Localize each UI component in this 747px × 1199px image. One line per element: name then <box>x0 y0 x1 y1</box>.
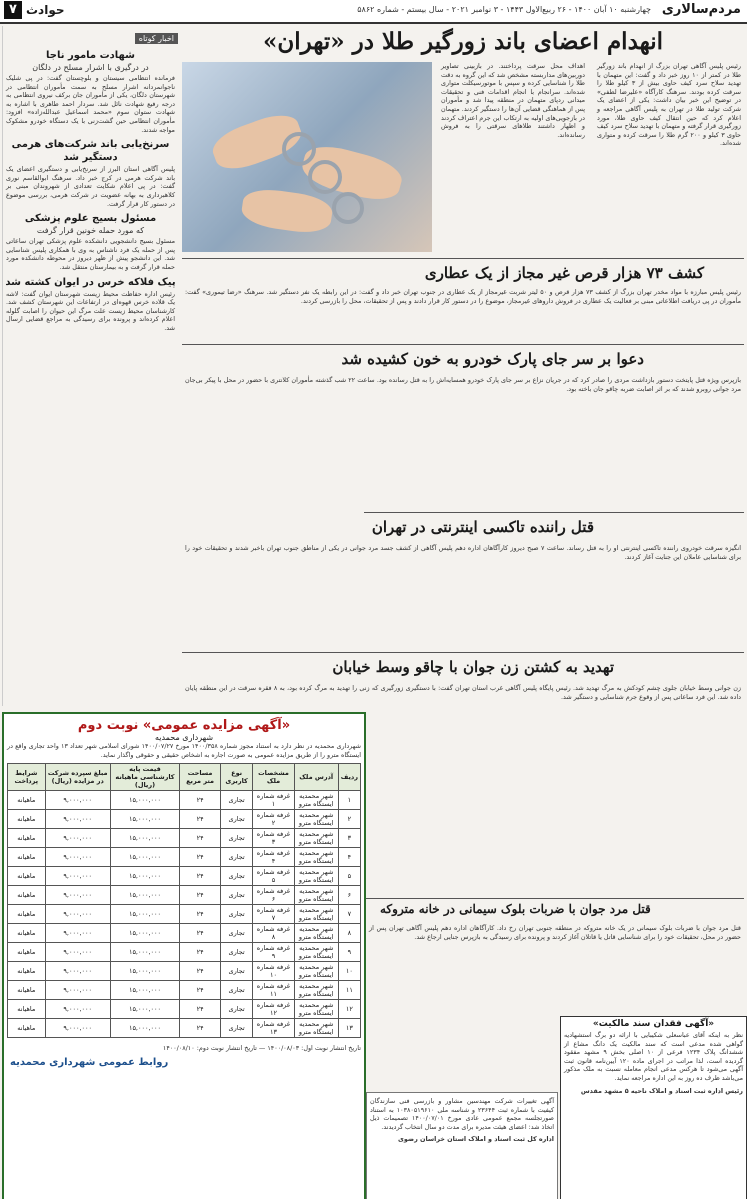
table-cell: شهر محمدیه ایستگاه مترو <box>294 943 338 962</box>
divider <box>366 898 744 899</box>
table-cell: ماهیانه <box>8 886 46 905</box>
story-headline: کشف ۷۳ هزار قرص غیر مجاز از یک عطاری <box>424 264 704 282</box>
table-cell: ۲۴ <box>180 810 221 829</box>
table-cell: ۲۴ <box>180 943 221 962</box>
table-cell: ۱۵,۰۰۰,۰۰۰ <box>110 867 179 886</box>
table-cell: ۲۴ <box>180 905 221 924</box>
table-row <box>8 829 361 848</box>
table-row <box>8 810 361 829</box>
story-text: قتل مرد جوان با ضربات بلوک سیمانی در یک خانه متروکه در منطقه جنوبی تهران رخ داد. کارآگاهان اداره دهم پلیس آگاهی تهران پس از حضور در محل، تحقیقات خود را برای شناسایی قاتل یا قاتلان آغاز کردند و پرونده برای رسیدگی به بازپرس جنایی ارجاع شد. <box>369 924 741 941</box>
table-cell: ۱۵,۰۰۰,۰۰۰ <box>110 962 179 981</box>
table-cell: تجاری <box>220 810 252 829</box>
ad-dates: تاریخ انتشار نوبت اول: ۱۴۰۰/۰۸/۰۳ — تاریخ انتشار نوبت دوم: ۱۴۰۰/۰۸/۱۰ <box>162 1044 361 1053</box>
table-cell: ۱ <box>338 791 360 810</box>
table-cell: ۱۵,۰۰۰,۰۰۰ <box>110 886 179 905</box>
table-cell: ۶ <box>338 886 360 905</box>
brief-text: رئیس اداره حفاظت محیط زیست شهرستان ایوان گفت: لاشه یک قلاده خرس قهوه‌ای در ارتفاعات این شهرستان کشف شد. کارشناسان محیط زیست علت مرگ این حیوان را اصابت گلوله اعلام کرده‌اند و پرونده برای رسیدگی به مراجع قضایی ارسال شد. <box>6 289 175 332</box>
company-notice-ad <box>366 1092 558 1199</box>
ad-signature: رئیس اداره ثبت اسناد و املاک ناحیه ۵ مشهد مقدس <box>580 1086 743 1095</box>
table-header-cell: ردیف <box>338 764 360 791</box>
table-cell: ۹ <box>338 943 360 962</box>
table-cell: غرفه شماره ۱ <box>253 791 294 810</box>
table-cell: ۹,۰۰۰,۰۰۰ <box>45 943 110 962</box>
table-cell: ماهیانه <box>8 981 46 1000</box>
table-cell: تجاری <box>220 886 252 905</box>
section-title: حوادث <box>26 3 65 17</box>
table-cell: ۱۵,۰۰۰,۰۰۰ <box>110 905 179 924</box>
ad-text: نظر به اینکه آقای عباسعلی شکیبایی با ارائه دو برگ استشهادیه گواهی شده مدعی است که سند مالکیت یک دانگ مشاع از ششدانگ پلاک ۱۲۳۴ فرعی از ۱۰ اصلی بخش ۹ مشهد مفقود گردیده است، لذا مراتب در اجرای ماده ۱۲۰ آیین‌نامه قانون ثبت آگهی می‌شود تا هرکس مدعی انجام معامله نسبت به ملک مذکور می‌باشد ظرف ده روز به این اداره مراجعه نماید. <box>564 1031 743 1082</box>
table-row <box>8 924 361 943</box>
table-cell: ۹,۰۰۰,۰۰۰ <box>45 810 110 829</box>
table-cell: ۹,۰۰۰,۰۰۰ <box>45 1000 110 1019</box>
table-row <box>8 905 361 924</box>
table-body <box>8 791 361 1038</box>
story-headline: قتل مرد جوان با ضربات بلوک سیمانی در خانه متروکه <box>380 902 651 916</box>
brief-title: پیک فلاکه خرس در ایوان کشته شد <box>5 276 176 288</box>
table-header-cell: مبلغ سپرده شرکت در مزایده (ریال) <box>45 764 110 791</box>
table-cell: ماهیانه <box>8 943 46 962</box>
table-cell: ۱۳ <box>338 1019 360 1038</box>
auction-table <box>7 763 361 1038</box>
table-header-cell: نوع کاربری <box>220 764 252 791</box>
brief-text: مسئول بسیج دانشجویی دانشکده علوم پزشکی تهران ساعاتی پس از حمله یک فرد ناشناس به وی با همکاری پلیس شناسایی شد. این دانشجو پیش از ظهر دیروز در محوطه دانشکده مورد حمله قرار گرفت و به بیمارستان منتقل شد. <box>6 237 175 271</box>
table-row <box>8 791 361 810</box>
table-row <box>8 1000 361 1019</box>
table-cell: شهر محمدیه ایستگاه مترو <box>294 886 338 905</box>
table-cell: غرفه شماره ۵ <box>253 867 294 886</box>
story-taxi-murder <box>182 544 744 565</box>
table-cell: ۹,۰۰۰,۰۰۰ <box>45 1019 110 1038</box>
table-cell: شهر محمدیه ایستگاه مترو <box>294 981 338 1000</box>
table-cell: شهر محمدیه ایستگاه مترو <box>294 791 338 810</box>
table-cell: ماهیانه <box>8 924 46 943</box>
table-cell: ۲۴ <box>180 1019 221 1038</box>
sidebar-briefs <box>2 26 178 706</box>
table-cell: ۲۴ <box>180 962 221 981</box>
divider <box>364 512 744 513</box>
table-cell: غرفه شماره ۱۱ <box>253 981 294 1000</box>
table-cell: ماهیانه <box>8 867 46 886</box>
brief-text: فرمانده انتظامی سیستان و بلوچستان گفت: در پی شلیک ناجوانمردانه اشرار مسلح به سمت مأموران انتظامی در شهرستان دلگان، یکی از مأموران جان برکف نیروی انتظامی به درجه رفیع شهادت نائل شد. سردار احمد طاهری با اشاره به شهادت ستوان سوم «محمد اسماعیل عبدالله‌زاده» افزود: مأموران انتظامی حین گشت‌زنی با یک دستگاه خودرو مشکوک مواجه شدند. <box>6 74 175 134</box>
story-headline: دعوا بر سر جای پارک خودرو به خون کشیده شد <box>341 350 644 368</box>
table-cell: تجاری <box>220 943 252 962</box>
table-cell: ۱۱ <box>338 981 360 1000</box>
table-cell: غرفه شماره ۷ <box>253 905 294 924</box>
table-cell: ۲۴ <box>180 829 221 848</box>
table-cell: ۹,۰۰۰,۰۰۰ <box>45 867 110 886</box>
brief-item <box>3 212 178 271</box>
table-cell: غرفه شماره ۳ <box>253 829 294 848</box>
table-cell: ۹,۰۰۰,۰۰۰ <box>45 981 110 1000</box>
table-cell: ۱۵,۰۰۰,۰۰۰ <box>110 848 179 867</box>
table-row <box>8 962 361 981</box>
table-cell: ۹,۰۰۰,۰۰۰ <box>45 791 110 810</box>
handcuff-ring <box>282 132 316 166</box>
table-cell: تجاری <box>220 791 252 810</box>
main-headline: انهدام اعضای باند زورگیر طلا در «تهران» <box>262 28 664 55</box>
table-cell: ۲۴ <box>180 1000 221 1019</box>
table-cell: شهر محمدیه ایستگاه مترو <box>294 829 338 848</box>
table-cell: شهر محمدیه ایستگاه مترو <box>294 905 338 924</box>
table-cell: ۹,۰۰۰,۰۰۰ <box>45 905 110 924</box>
brief-item <box>3 49 178 134</box>
table-cell: ماهیانه <box>8 791 46 810</box>
table-cell: شهر محمدیه ایستگاه مترو <box>294 962 338 981</box>
handcuff-ring <box>332 192 364 224</box>
table-cell: شهر محمدیه ایستگاه مترو <box>294 848 338 867</box>
story-headline: قتل راننده تاکسی اینترنتی در تهران <box>371 518 594 536</box>
lead-story-middle <box>438 62 588 143</box>
table-cell: ۹,۰۰۰,۰۰۰ <box>45 829 110 848</box>
table-cell: شهر محمدیه ایستگاه مترو <box>294 1019 338 1038</box>
divider <box>182 344 744 345</box>
ad-title: «آگهی فقدان سند مالکیت» <box>592 1019 715 1029</box>
table-cell: ۲۴ <box>180 867 221 886</box>
table-cell: غرفه شماره ۸ <box>253 924 294 943</box>
table-header-cell: شرایط پرداخت <box>8 764 46 791</box>
table-row <box>8 943 361 962</box>
lost-deed-ad <box>560 1016 747 1199</box>
table-cell: ماهیانه <box>8 1000 46 1019</box>
table-cell: ۱۵,۰۰۰,۰۰۰ <box>110 924 179 943</box>
brief-title: سرنخ‌یابی باند شرکت‌های هرمی دستگیر شد <box>11 139 170 164</box>
page-number: ۷ <box>4 1 22 19</box>
story-headline: تهدید به کشتن زن جوان با چاقو وسط خیابان <box>332 658 614 676</box>
brief-title: مسئول بسیج علوم پزشکی <box>24 213 157 225</box>
table-cell: ۲۴ <box>180 981 221 1000</box>
table-cell: ۲۴ <box>180 791 221 810</box>
table-cell: غرفه شماره ۱۳ <box>253 1019 294 1038</box>
table-cell: غرفه شماره ۴ <box>253 848 294 867</box>
table-row <box>8 886 361 905</box>
table-cell: ۵ <box>338 867 360 886</box>
table-cell: شهر محمدیه ایستگاه مترو <box>294 867 338 886</box>
table-cell: تجاری <box>220 867 252 886</box>
table-cell: ماهیانه <box>8 810 46 829</box>
story-text: زن جوانی وسط خیابان جلوی چشم کودکش به مرگ تهدید شد. رئیس پایگاه پلیس آگاهی غرب استان تهران گفت: با دستگیری زورگیری که زنی را تهدید به مرگ کرده بود، به ۸ فقره سرقت در این منطقه پایان داده شد. این فرد ساعاتی پس از وقوع جرم شناسایی و دستگیر شد. <box>185 684 741 701</box>
table-cell: غرفه شماره ۲ <box>253 810 294 829</box>
table-cell: تجاری <box>220 981 252 1000</box>
table-row <box>8 981 361 1000</box>
ad-title: «آگهی مزایده عمومی» نوبت دوم <box>77 718 291 733</box>
table-cell: شهر محمدیه ایستگاه مترو <box>294 1000 338 1019</box>
story-text: بازپرس ویژه قتل پایتخت دستور بازداشت مردی را صادر کرد که در جریان نزاع بر سر جای پارک خودرو همسایه‌اش را به قتل رسانده بود. ساعت ۲۲ شب گذشته مأموران کلانتری با حضور در محل با پیکر بی‌جان مرد جوانی روبرو شدند که بر اثر اصابت ضربه چاقو جان باخته بود. <box>185 376 741 393</box>
table-cell: ۲۴ <box>180 848 221 867</box>
table-cell: تجاری <box>220 1000 252 1019</box>
table-cell: ماهیانه <box>8 905 46 924</box>
table-cell: ماهیانه <box>8 1019 46 1038</box>
table-cell: ۸ <box>338 924 360 943</box>
table-cell: ۱۵,۰۰۰,۰۰۰ <box>110 981 179 1000</box>
brief-text: پلیس آگاهی استان البرز از سرنخ‌یابی و دستگیری اعضای یک باند شرکت هرمی در کرج خبر داد. سرهنگ ابوالقاسم نوری گفت: در پی اعلام شکایت تعدادی از شهروندان مبنی بر کلاهبرداری به بهانه عضویت در شرکت هرمی، بررسی موضوع در دستور کار قرار گرفت. <box>6 165 175 208</box>
table-cell: ۹,۰۰۰,۰۰۰ <box>45 886 110 905</box>
table-cell: تجاری <box>220 1019 252 1038</box>
table-cell: ماهیانه <box>8 829 46 848</box>
story-text: رئیس پلیس مبارزه با مواد مخدر تهران بزرگ از کشف ۷۳ هزار قرص و ۵۰ لیتر شربت غیرمجاز از یک عطاری در جنوب تهران خبر داد و گفت: در این رابطه یک نفر دستگیر شد. سرهنگ «رضا تیموری» گفت: مأموران در پی دریافت اطلاعاتی مبنی بر فعالیت یک عطاری در فروش داروهای غیرمجاز، موضوع را در دستور کار قرار دادند و پس از تحقیقات، محل را بازرسی کردند. <box>185 288 742 305</box>
divider <box>182 652 744 653</box>
table-row <box>8 1019 361 1038</box>
auction-ad <box>2 712 366 1199</box>
table-cell: غرفه شماره ۱۰ <box>253 962 294 981</box>
ad-org: شهرداری محمدیه <box>154 733 214 742</box>
table-cell: ۱۵,۰۰۰,۰۰۰ <box>110 791 179 810</box>
page-header <box>0 0 747 24</box>
table-row <box>8 867 361 886</box>
table-cell: ۷ <box>338 905 360 924</box>
table-cell: ۳ <box>338 829 360 848</box>
table-cell: ماهیانه <box>8 848 46 867</box>
notice-signature: اداره کل ثبت اسناد و املاک استان خراسان رضوی <box>398 1135 554 1144</box>
divider <box>182 258 744 259</box>
story-parking-fight <box>182 376 744 397</box>
handcuffs-photo <box>182 62 432 252</box>
story-text: انگیزه سرقت خودروی راننده تاکسی اینترنتی او را به قتل رساند. ساعت ۷ صبح دیروز کارآگاهان اداره دهم پلیس آگاهی از کشف جسد مرد جوانی در یکی از مناطق جنوب تهران باخبر شدند و تحقیقات خود را برای شناسایی عاملان این جنایت آغاز کردند. <box>185 544 741 561</box>
table-cell: ۱۵,۰۰۰,۰۰۰ <box>110 810 179 829</box>
sidebar-tag: اخبار کوتاه <box>135 33 178 44</box>
table-cell: ۲۴ <box>180 886 221 905</box>
table-cell: تجاری <box>220 829 252 848</box>
brief-item <box>3 138 178 208</box>
lead-text: اهداف محل سرقت پرداختند. در بازبینی تصاویر دوربین‌های مداربسته مشخص شد که این گروه به دقت طلا را شناسایی کرده و سپس با موتورسیکلت متواری شده‌اند. سرانجام با انجام اقدامات فنی و تحقیقات میدانی ردپای متهمان در منطقه پیدا شد و مأموران پس از هماهنگی قضایی آن‌ها را دستگیر کردند. متهمان در بازجویی‌های اولیه به ارتکاب این جرم اعتراف کردند و اظهار داشتند طلاهای سرقتی را به فروش رسانده‌اند. <box>441 62 585 139</box>
table-row <box>8 848 361 867</box>
brief-title: شهادت مامور ناجا <box>46 50 135 61</box>
table-cell: ۹,۰۰۰,۰۰۰ <box>45 962 110 981</box>
table-cell: شهر محمدیه ایستگاه مترو <box>294 924 338 943</box>
main-stories <box>182 26 744 701</box>
table-cell: غرفه شماره ۶ <box>253 886 294 905</box>
table-cell: ۱۵,۰۰۰,۰۰۰ <box>110 943 179 962</box>
brief-subtitle: در درگیری با اشرار مسلح در دلگان <box>32 63 149 72</box>
dateline: چهارشنبه ۱۰ آبان ۱۴۰۰ - ۲۶ ربیع‌الاول ۱۴۴۳ - ۳ نوامبر ۲۰۲۱ - سال بیستم - شماره ۵۸۶۲ <box>357 5 651 14</box>
story-drug-pills <box>182 288 744 309</box>
table-cell: ۱۵,۰۰۰,۰۰۰ <box>110 1000 179 1019</box>
table-cell: ۱۲ <box>338 1000 360 1019</box>
story-knife-threat <box>182 684 744 705</box>
table-cell: ۲۴ <box>180 924 221 943</box>
table-cell: تجاری <box>220 905 252 924</box>
table-cell: ماهیانه <box>8 962 46 981</box>
table-cell: ۲ <box>338 810 360 829</box>
table-cell: ۱۵,۰۰۰,۰۰۰ <box>110 829 179 848</box>
table-cell: تجاری <box>220 924 252 943</box>
table-header-row <box>8 764 361 791</box>
table-cell: تجاری <box>220 848 252 867</box>
brief-item <box>3 276 178 333</box>
notice-text: آگهی تغییرات شرکت مهندسین مشاور و بازرسی فنی سازندگان کیفیت با شماره ثبت ۲۳۶۴۴ و شناسه ملی ۱۰۳۸۰۵۱۹۶۱۰ به استناد صورتجلسه مجمع عمومی عادی مورخ ۱۴۰۰/۰۷/۰۱ تصمیمات ذیل اتخاذ شد: اعضای هیئت مدیره برای مدت دو سال انتخاب گردیدند. <box>370 1097 554 1131</box>
table-cell: غرفه شماره ۱۲ <box>253 1000 294 1019</box>
handcuff-ring <box>308 160 342 194</box>
table-cell: شهر محمدیه ایستگاه مترو <box>294 810 338 829</box>
table-cell: ۱۵,۰۰۰,۰۰۰ <box>110 1019 179 1038</box>
table-header-cell: آدرس ملک <box>294 764 338 791</box>
ad-footer: روابط عمومی شهرداری محمدیه <box>10 1056 169 1068</box>
table-cell: ۹,۰۰۰,۰۰۰ <box>45 924 110 943</box>
table-cell: ۴ <box>338 848 360 867</box>
table-cell: ۹,۰۰۰,۰۰۰ <box>45 848 110 867</box>
table-header-cell: قیمت پایه کارشناسی ماهیانه (ریال) <box>110 764 179 791</box>
story-block-murder <box>366 924 744 945</box>
table-header-cell: مساحت متر مربع <box>180 764 221 791</box>
brief-subtitle: که مورد حمله خونین قرار گرفت <box>36 226 145 236</box>
lead-story-right <box>594 62 744 152</box>
table-cell: غرفه شماره ۹ <box>253 943 294 962</box>
table-header-cell: مشخصات ملک <box>253 764 294 791</box>
table-cell: ۱۰ <box>338 962 360 981</box>
ad-intro: شهرداری محمدیه در نظر دارد به استناد مجوز شماره ۱۴۰۰/۳۵۸ مورخ ۱۴۰۰/۰۷/۲۷ شورای اسلامی شهر تعداد ۱۳ واحد تجاری واقع در ایستگاه مترو را از طریق مزایده عمومی به صورت اجاره به اشخاص حقیقی و حقوقی واگذار نماید. <box>7 742 361 759</box>
lead-text: رئیس پلیس آگاهی تهران بزرگ از انهدام باند زورگیر طلا در کمتر از ۱۰ روز خبر داد و گفت: این متهمان با تهدید سلاح سرد کیف حاوی بیش از ۳ کیلو طلا را سرقت کرده بودند. سرهنگ کارآگاه «علیرضا لطفی» در توضیح این خبر بیان داشت: یکی از اعضای یک شرکت تولید طلا در تهران به پلیس آگاهی مراجعه و اعلام کرد که حین انتقال کیف حاوی طلا، مورد زورگیری قرار گرفته و متهمان با تهدید سلاح سرد کیف حاوی ۳ کیلو و ۲۰۰ گرم طلا را سرقت کرده و متواری شده‌اند. <box>597 62 741 148</box>
table-cell: تجاری <box>220 962 252 981</box>
newspaper-brand: مردم‌سالاری <box>661 2 741 17</box>
